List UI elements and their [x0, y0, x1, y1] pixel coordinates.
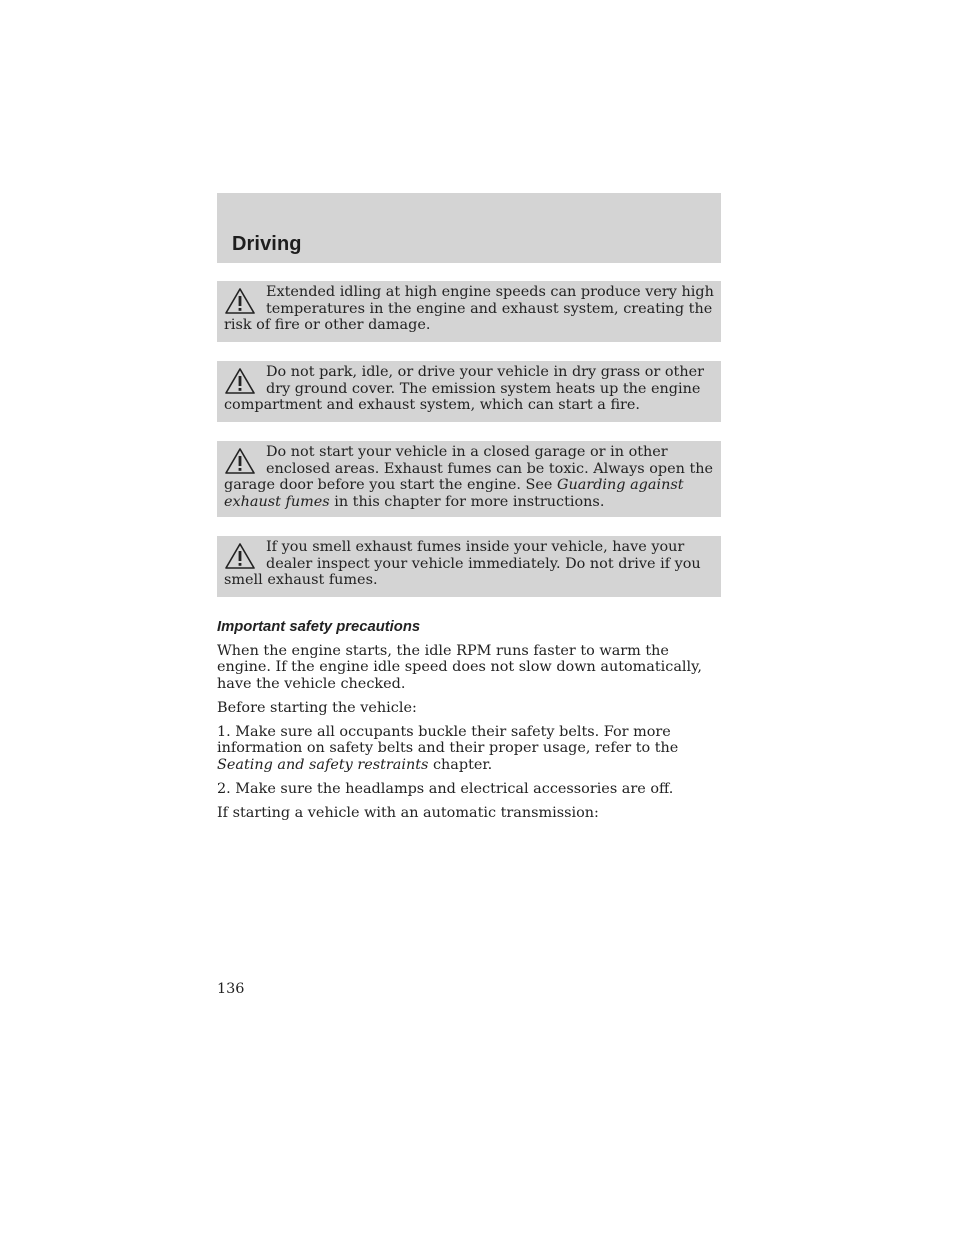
paragraph-before-starting: Before starting the vehicle:: [217, 699, 417, 716]
chapter-title: Driving: [232, 233, 302, 255]
warning-text: in this chapter for more instructions.: [329, 493, 605, 510]
warning-box-idling: [217, 281, 721, 342]
warning-box-exhaust-smell: [217, 536, 721, 597]
list-item-headlamps: 2. Make sure the headlamps and electrical accessories are off.: [217, 780, 674, 797]
paragraph-idle-rpm: When the engine starts, the idle RPM runs faster to warm the engine. If the engine idle speed does not slow down automatically, have the vehicle checked.: [217, 642, 702, 692]
list-item-safety-belts: 1. Make sure all occupants buckle their safety belts. For more information on safety belts and their proper usage, refer to the Seating and safety restraints chapter.: [217, 723, 679, 773]
cross-reference-link: Seating and safety restraints: [217, 756, 429, 773]
warning-box-dry-grass: [217, 361, 721, 422]
warning-triangle-icon: [224, 542, 256, 570]
warning-triangle-icon: [224, 447, 256, 475]
warning-text: Extended idling at high engine speeds can produce very high temperatures in the engine and exhaust system, creating the risk of fire or other damage.: [224, 284, 714, 333]
warning-text: Do not park, idle, or drive your vehicle in dry grass or other dry ground cover. The emission system heats up the engine compartment and exhaust system, which can start a fire.: [224, 364, 704, 413]
warning-box-garage: [217, 441, 721, 517]
warning-text: If you smell exhaust fumes inside your vehicle, have your dealer inspect your vehicle immediately. Do not drive if you smell exhaust fumes.: [224, 539, 701, 588]
body-content: [217, 619, 723, 829]
warning-triangle-icon: [224, 367, 256, 395]
warning-triangle-icon: [224, 287, 256, 315]
paragraph-automatic-transmission: If starting a vehicle with an automatic transmission:: [217, 804, 599, 821]
page-number: 136: [217, 981, 245, 997]
chapter-header: [217, 193, 721, 263]
cross-reference-link: Guarding against exhaust fumes: [224, 477, 684, 510]
warning-text: Do not start your vehicle in a closed garage or in other enclosed areas. Exhaust fumes can be toxic. Always open the garage door before you start the engine. See: [224, 444, 714, 493]
section-heading: Important safety precautions: [217, 619, 421, 635]
